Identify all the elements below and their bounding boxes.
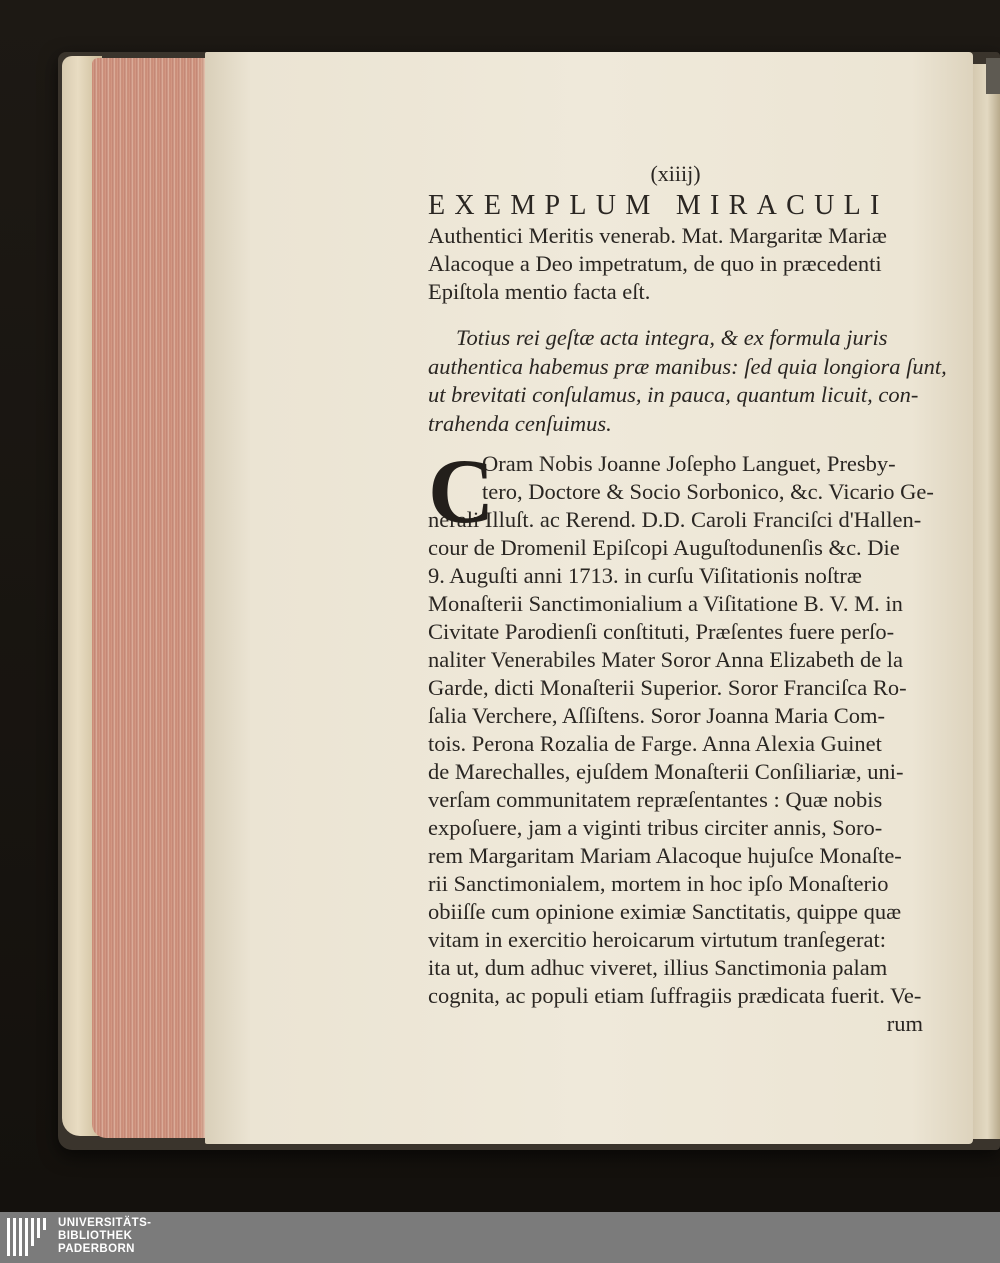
body-line: rii Sanctimonialem, mortem in hoc ipſo Monaſterio (428, 871, 889, 896)
subtitle (428, 222, 923, 306)
body-line: ſalia Verchere, Aſſiſtens. Soror Joanna Maria Com- (428, 703, 885, 728)
body-line: nerali Illuſt. ac Rerend. D.D. Caroli Franciſci d'Hallen- (428, 507, 922, 532)
subtitle-line: Alacoque a Deo impetratum, de quo in præcedenti (428, 251, 882, 276)
body-line: Civitate Parodienſi conſtituti, Præſentes fuere perſo- (428, 619, 895, 644)
body-line: cour de Dromenil Epiſcopi Auguſtodunenſis &c. Die (428, 535, 900, 560)
library-footer (0, 1212, 1000, 1263)
subtitle-line: Authentici Meritis venerab. Mat. Margaritæ Mariæ (428, 223, 887, 248)
body-line: Garde, dicti Monaſterii Superior. Soror Franciſca Ro- (428, 675, 907, 700)
body-line: rem Margaritam Mariam Alacoque hujuſce Monaſte- (428, 843, 902, 868)
body-line: obiiſſe cum opinione eximiæ Sanctitatis, quippe quæ (428, 899, 902, 924)
italic-line: authentica habemus præ manibus: ſed quia longiora ſunt, (428, 353, 947, 379)
library-name-line: BIBLIOTHEK (58, 1230, 133, 1242)
catchword: rum (886, 1011, 923, 1036)
italic-preamble (428, 324, 947, 438)
body-line: tois. Perona Rozalia de Farge. Anna Alexia Guinet (428, 731, 882, 756)
page-text (428, 160, 947, 1038)
italic-line: Totius rei geſtæ acta integra, & ex formula juris (456, 325, 888, 350)
italic-line: trahenda cenſuimus. (428, 410, 612, 436)
body-line: tero, Doctore & Socio Sorbonico, &c. Vicario Ge- (482, 479, 934, 504)
page-title: EXEMPLUM MIRACULI (428, 190, 889, 221)
clip-tab (986, 58, 1000, 94)
drop-cap: C (428, 440, 495, 542)
library-logo-icon (6, 1216, 48, 1258)
page-number: (xiiij) (650, 161, 701, 186)
body-line: naliter Venerabiles Mater Soror Anna Elizabeth de la (428, 647, 904, 672)
body-line: cognita, ac populi etiam ſuffragiis prædicata fuerit. Ve- (428, 983, 922, 1008)
library-name-line: PADERBORN (58, 1243, 135, 1255)
body-line: 9. Auguſti anni 1713. in curſu Viſitationis noſtræ (428, 563, 862, 588)
body-line: verſam communitatem repræſentantes : Quæ nobis (428, 787, 883, 812)
body-line: expoſuere, jam a viginti tribus circiter annis, Soro- (428, 815, 883, 840)
body-text (428, 440, 934, 1038)
body-line: Oram Nobis Joanne Joſepho Languet, Presby- (482, 451, 896, 476)
subtitle-line: Epiſtola mentio facta eſt. (428, 279, 651, 304)
body-line: de Marechalles, ejuſdem Monaſterii Conſiliariæ, uni- (428, 759, 904, 784)
body-line: ita ut, dum adhuc viveret, illius Sanctimonia palam (428, 955, 888, 980)
page-edges (92, 58, 218, 1138)
library-name-line: UNIVERSITÄTS- (58, 1217, 152, 1229)
italic-line: ut brevitati conſulamus, in pauca, quantum licuit, con- (428, 382, 919, 407)
body-line: vitam in exercitio heroicarum virtutum tranſegerat: (428, 927, 886, 952)
body-line: Monaſterii Sanctimonialium a Viſitatione B. V. M. in (428, 591, 903, 616)
library-name (58, 1217, 151, 1256)
